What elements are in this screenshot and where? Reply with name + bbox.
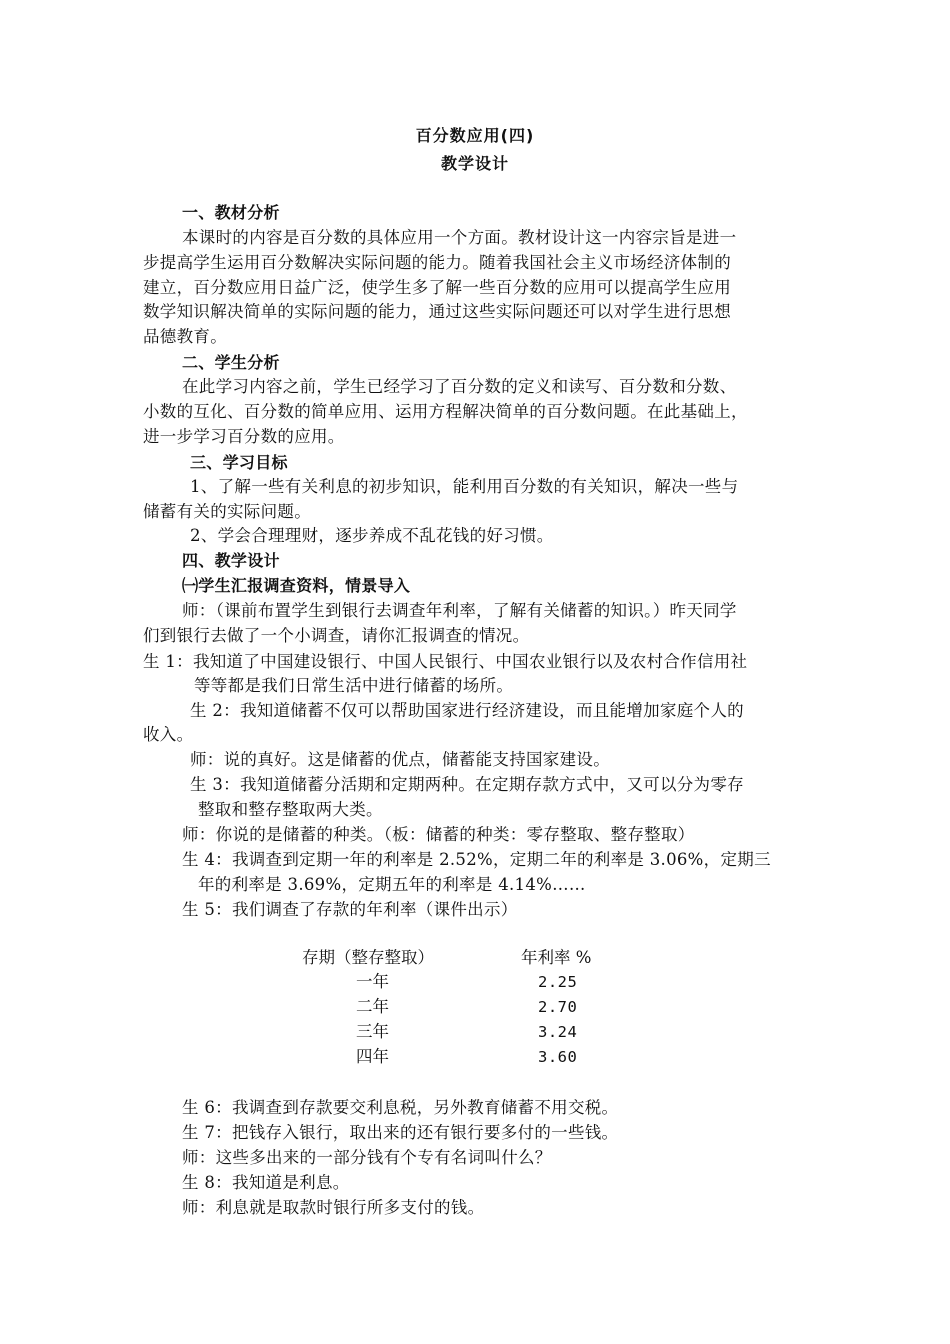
table-header-rate: 年利率 % bbox=[521, 948, 592, 967]
paragraph-line: 小数的互化、百分数的简单应用、运用方程解决简单的百分数问题。在此基础上， bbox=[143, 402, 748, 421]
dialogue-line: 师：（课前布置学生到银行去调查年利率，了解有关储蓄的知识。）昨天同学 bbox=[182, 601, 737, 620]
dialogue-line: 生 7：把钱存入银行，取出来的还有银行要多付的一些钱。 bbox=[182, 1123, 619, 1142]
table-cell-rate: 2.70 bbox=[538, 998, 578, 1016]
table-cell-rate: 3.60 bbox=[538, 1048, 578, 1066]
table-cell-rate: 2.25 bbox=[538, 973, 578, 991]
dialogue-line: 收入。 bbox=[143, 725, 194, 744]
paragraph-line: 在此学习内容之前，学生已经学习了百分数的定义和读写、百分数和分数、 bbox=[182, 377, 737, 396]
dialogue-line: 生 2：我知道储蓄不仅可以帮助国家进行经济建设，而且能增加家庭个人的 bbox=[190, 701, 744, 720]
dialogue-line: 生 4：我调查到定期一年的利率是 2.52%，定期二年的利率是 3.06%，定期三 bbox=[182, 850, 771, 869]
subsection-heading: ㈠学生汇报调查资料，情景导入 bbox=[182, 576, 411, 595]
paragraph-line: 品德教育。 bbox=[143, 327, 227, 346]
dialogue-line: 生 1：我知道了中国建设银行、中国人民银行、中国农业银行以及农村合作信用社 bbox=[143, 652, 748, 671]
section-heading-teaching-design: 四、教学设计 bbox=[182, 551, 280, 570]
table-cell-term: 四年 bbox=[356, 1047, 389, 1066]
dialogue-line: 整取和整存整取两大类。 bbox=[198, 800, 383, 819]
document-subtitle: 教学设计 bbox=[440, 154, 509, 173]
table-cell-term: 三年 bbox=[356, 1022, 389, 1041]
paragraph-line: 1、了解一些有关利息的初步知识，能利用百分数的有关知识，解决一些与 bbox=[190, 477, 739, 496]
dialogue-line: 们到银行去做了一个小调查，请你汇报调查的情况。 bbox=[143, 626, 530, 645]
table-cell-rate: 3.24 bbox=[538, 1023, 578, 1041]
dialogue-line: 生 8：我知道是利息。 bbox=[182, 1173, 350, 1192]
paragraph-line: 本课时的内容是百分数的具体应用一个方面。教材设计这一内容宗旨是进一 bbox=[182, 228, 737, 247]
dialogue-line: 生 3：我知道储蓄分活期和定期两种。在定期存款方式中，又可以分为零存 bbox=[190, 775, 744, 794]
dialogue-line: 师：说的真好。这是储蓄的优点，储蓄能支持国家建设。 bbox=[190, 750, 610, 769]
paragraph-line: 步提高学生运用百分数解决实际问题的能力。随着我国社会主义市场经济体制的 bbox=[143, 253, 731, 272]
dialogue-line: 生 5：我们调查了存款的年利率（课件出示） bbox=[182, 900, 518, 919]
section-heading-learning-goals: 三、学习目标 bbox=[190, 453, 288, 472]
document-title: 百分数应用(四) bbox=[415, 126, 535, 145]
dialogue-line: 年的利率是 3.69%，定期五年的利率是 4.14%…… bbox=[198, 875, 586, 894]
paragraph-line: 建立，百分数应用日益广泛，使学生多了解一些百分数的应用可以提高学生应用 bbox=[143, 278, 731, 297]
table-header-term: 存期（整存整取） bbox=[302, 948, 434, 967]
section-heading-textbook-analysis: 一、教材分析 bbox=[182, 203, 280, 222]
dialogue-line: 师：利息就是取款时银行所多支付的钱。 bbox=[182, 1198, 485, 1217]
dialogue-line: 师：你说的是储蓄的种类。（板：储蓄的种类：零存整取、整存整取） bbox=[182, 825, 695, 844]
paragraph-line: 储蓄有关的实际问题。 bbox=[143, 502, 311, 521]
paragraph-line: 进一步学习百分数的应用。 bbox=[143, 427, 345, 446]
dialogue-line: 等等都是我们日常生活中进行储蓄的场所。 bbox=[194, 676, 514, 695]
dialogue-line: 生 6：我调查到存款要交利息税，另外教育储蓄不用交税。 bbox=[182, 1098, 619, 1117]
table-cell-term: 二年 bbox=[356, 997, 389, 1016]
paragraph-line: 数学知识解决简单的实际问题的能力，通过这些实际问题还可以对学生进行思想 bbox=[143, 302, 731, 321]
section-heading-student-analysis: 二、学生分析 bbox=[182, 353, 280, 372]
dialogue-line: 师：这些多出来的一部分钱有个专有名词叫什么？ bbox=[182, 1148, 552, 1167]
table-cell-term: 一年 bbox=[356, 972, 389, 991]
paragraph-line: 2、学会合理理财，逐步养成不乱花钱的好习惯。 bbox=[190, 526, 554, 545]
